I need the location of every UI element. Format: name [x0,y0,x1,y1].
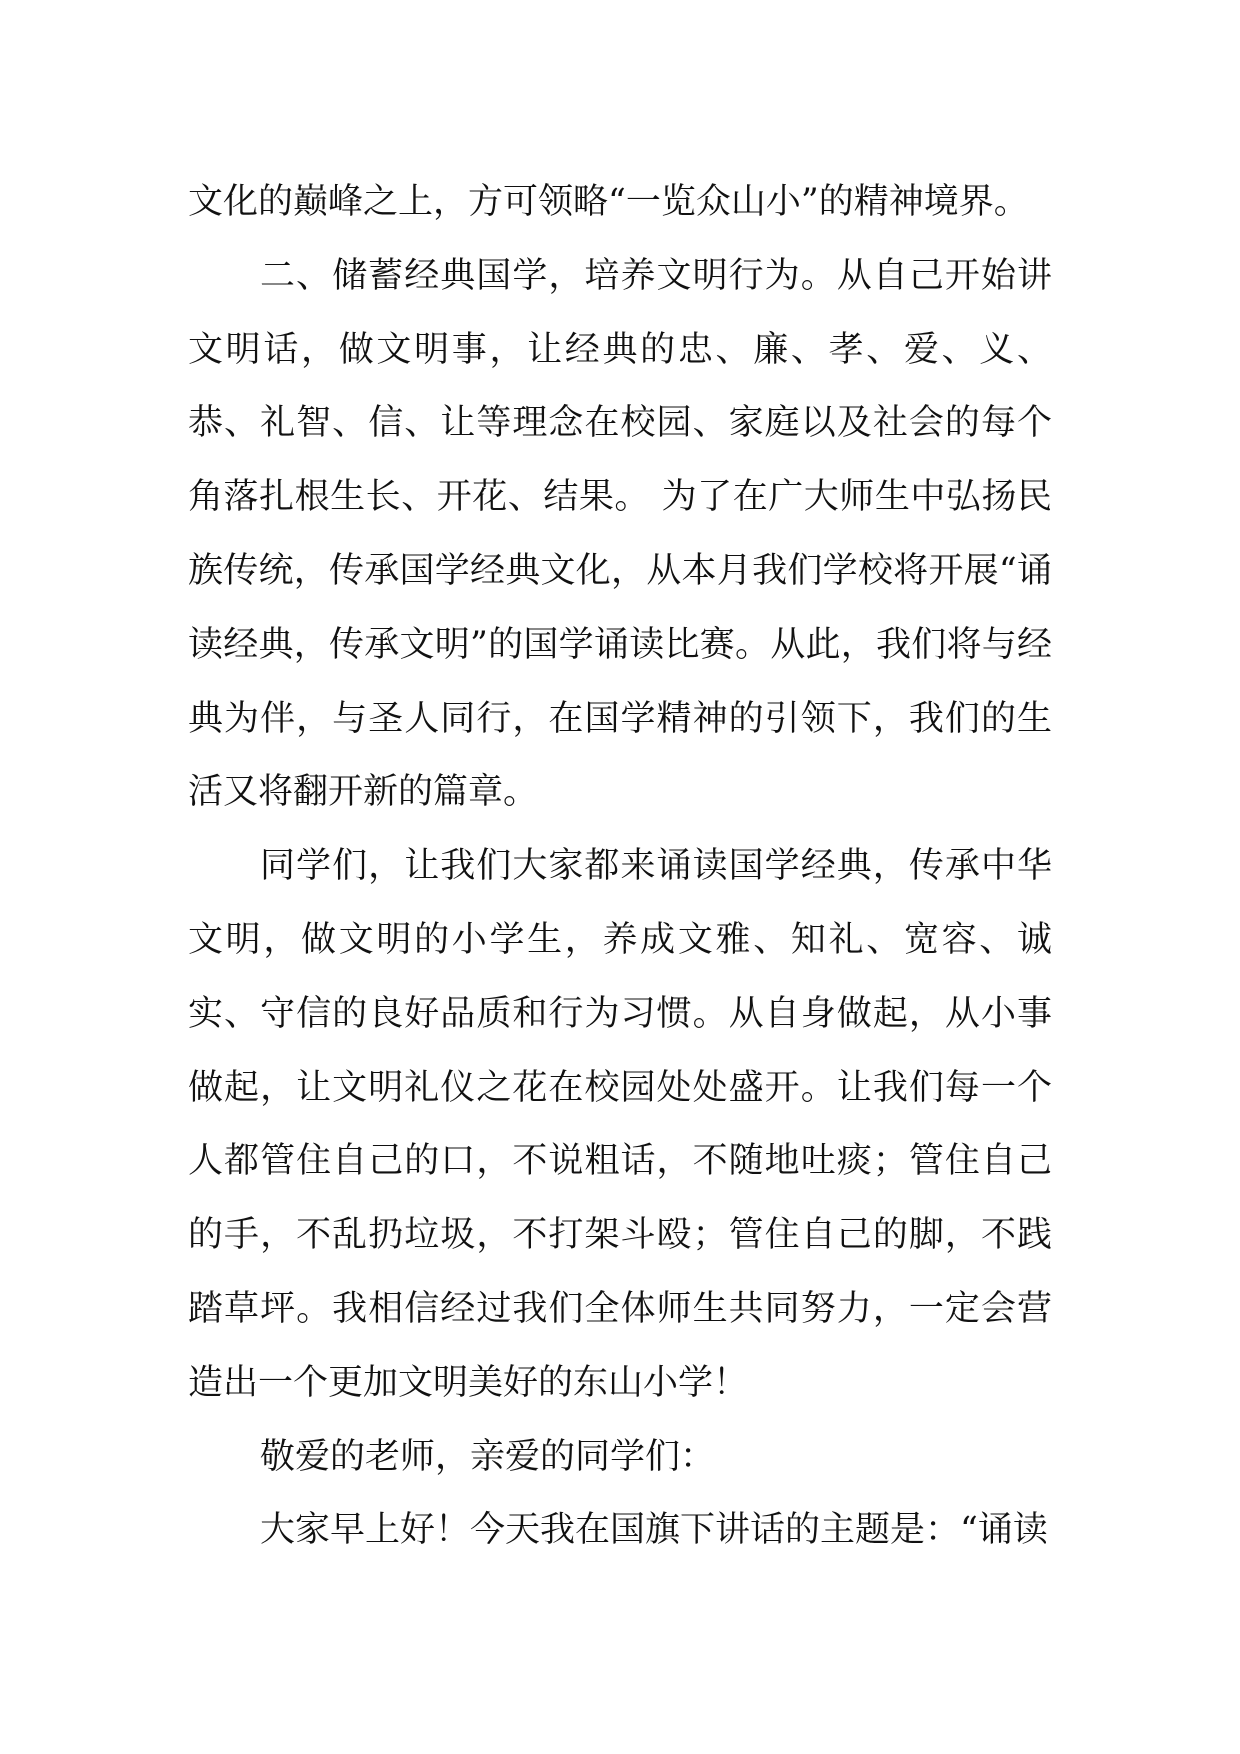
paragraph-continuation: 文化的巅峰之上，方可领略“一览众山小”的精神境界。 [188,182,1029,222]
paragraph-section-two: 二、储蓄经典国学，培养文明行为。从自己开始讲文明话，做文明事，让经典的忠、廉、孝、爱、义、恭、礼智、信、让等理念在校园、家庭以及社会的每个角落扎根生长、开花、结果。 为了在广大师生中弘扬民族传统，传承国学经典文化，从本月我们学校将开展“诵读经典，传承文明”的国学诵读比赛。从此，我们将与经典为伴，与圣人同行，在国学精神的引领下，我们的生活又将翻开新的篇章。 [188,255,1052,813]
document-body [188,166,1052,1568]
paragraph-greeting: 大家早上好！今天我在国旗下讲话的主题是：“诵读 [260,1510,1048,1551]
paragraph-salutation: 敬爱的老师，亲爱的同学们： [260,1436,716,1477]
paragraph-appeal: 同学们，让我们大家都来诵读国学经典，传承中华文明，做文明的小学生，养成文雅、知礼、宽容、诚实、守信的良好品质和行为习惯。从自身做起，从小事做起，让文明礼仪之花在校园处处盛开。让我们每一个人都管住自己的口，不说粗话，不随地吐痰；管住自己的手，不乱扔垃圾，不打架斗殴；管住自己的脚，不践踏草坪。我相信经过我们全体师生共同努力，一定会营造出一个更加文明美好的东山小学！ [188,846,1052,1403]
